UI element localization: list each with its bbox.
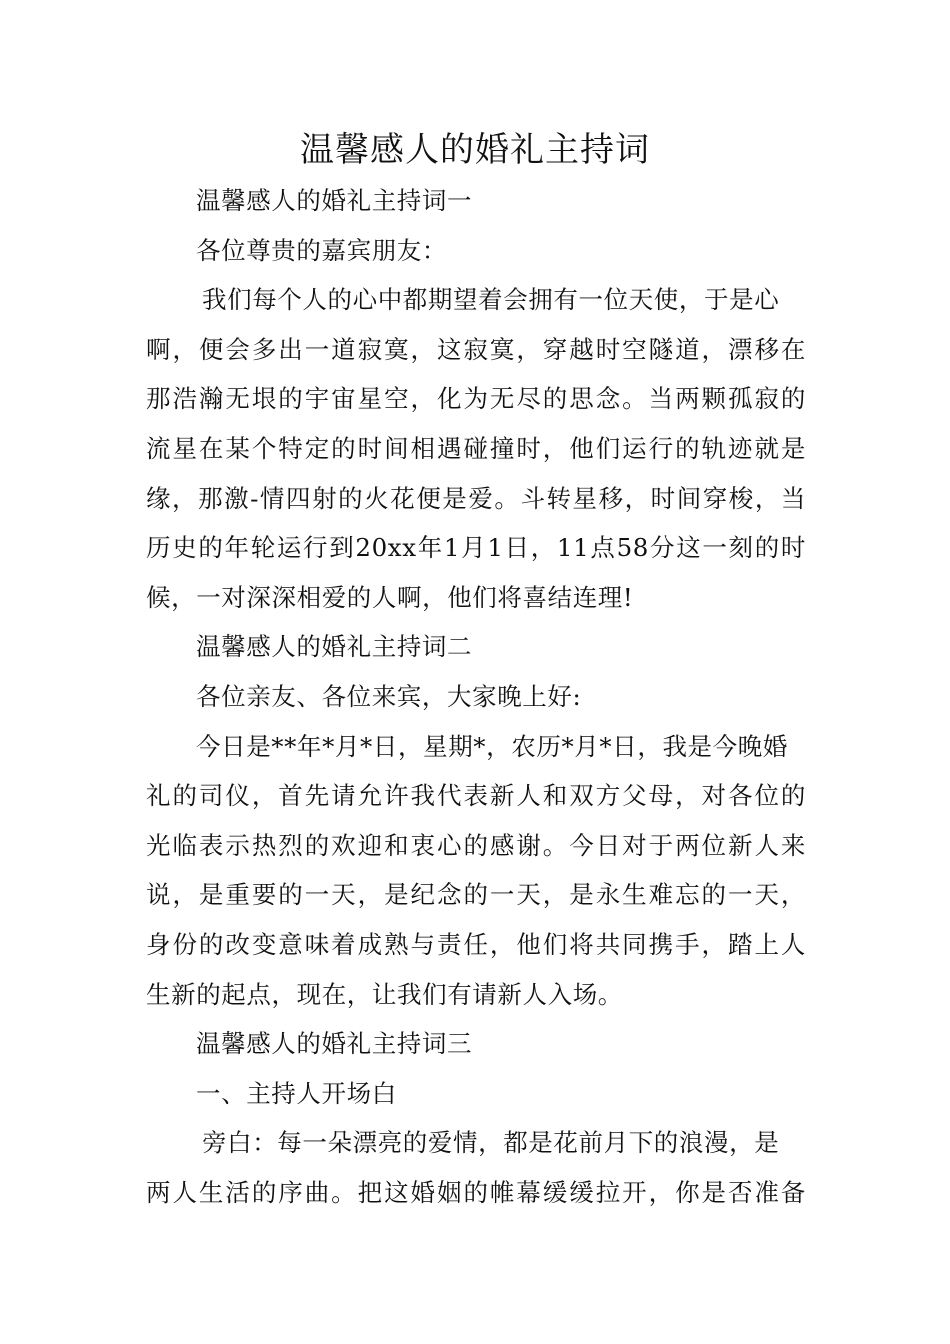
paragraph-line: 我们每个人的心中都期望着会拥有一位天使，于是心	[202, 285, 780, 315]
section-heading-1: 温馨感人的婚礼主持词一	[196, 186, 473, 215]
paragraph-line: 光临表示热烈的欢迎和衷心的感谢。今日对于两位新人来	[146, 830, 806, 860]
paragraph-line: 身份的改变意味着成熟与责任，他们将共同携手，踏上人	[146, 929, 806, 959]
paragraph-line: 旁白：每一朵漂亮的爱情，都是花前月下的浪漫，是	[202, 1128, 780, 1158]
salutation-1: 各位尊贵的嘉宾朋友：	[196, 235, 447, 265]
document-body	[146, 176, 806, 1217]
paragraph-line: 生新的起点，现在，让我们有请新人入场。	[146, 979, 623, 1009]
section-heading-3: 温馨感人的婚礼主持词三	[196, 1029, 473, 1059]
paragraph-line: 礼的司仪，首先请允许我代表新人和双方父母，对各位的	[146, 781, 806, 811]
paragraph-line: 两人生活的序曲。把这婚姻的帷幕缓缓拉开，你是否准备	[146, 1177, 806, 1207]
paragraph-line: 候，一对深深相爱的人啊，他们将喜结连理!	[146, 582, 634, 612]
paragraph-line: 历史的年轮运行到20xx年1月1日，11点58分这一刻的时	[146, 533, 806, 563]
paragraph-line: 缘，那激-情四射的火花便是爱。斗转星移，时间穿梭，当	[146, 483, 806, 513]
subsection-heading: 一、主持人开场白	[196, 1078, 397, 1108]
section-heading-2: 温馨感人的婚礼主持词二	[196, 632, 473, 662]
paragraph-line: 啊，便会多出一道寂寞，这寂寞，穿越时空隧道，漂移在	[146, 334, 806, 364]
paragraph-line: 那浩瀚无垠的宇宙星空，化为无尽的思念。当两颗孤寂的	[146, 384, 806, 414]
paragraph-line: 流星在某个特定的时间相遇碰撞时，他们运行的轨迹就是	[146, 433, 806, 463]
paragraph-line: 说，是重要的一天，是纪念的一天，是永生难忘的一天，	[146, 880, 806, 910]
paragraph-line: 今日是**年*月*日，星期*，农历*月*日，我是今晚婚	[196, 731, 788, 761]
salutation-2: 各位亲友、各位来宾，大家晚上好:	[196, 681, 582, 711]
document-title: 温馨感人的婚礼主持词	[300, 130, 650, 170]
